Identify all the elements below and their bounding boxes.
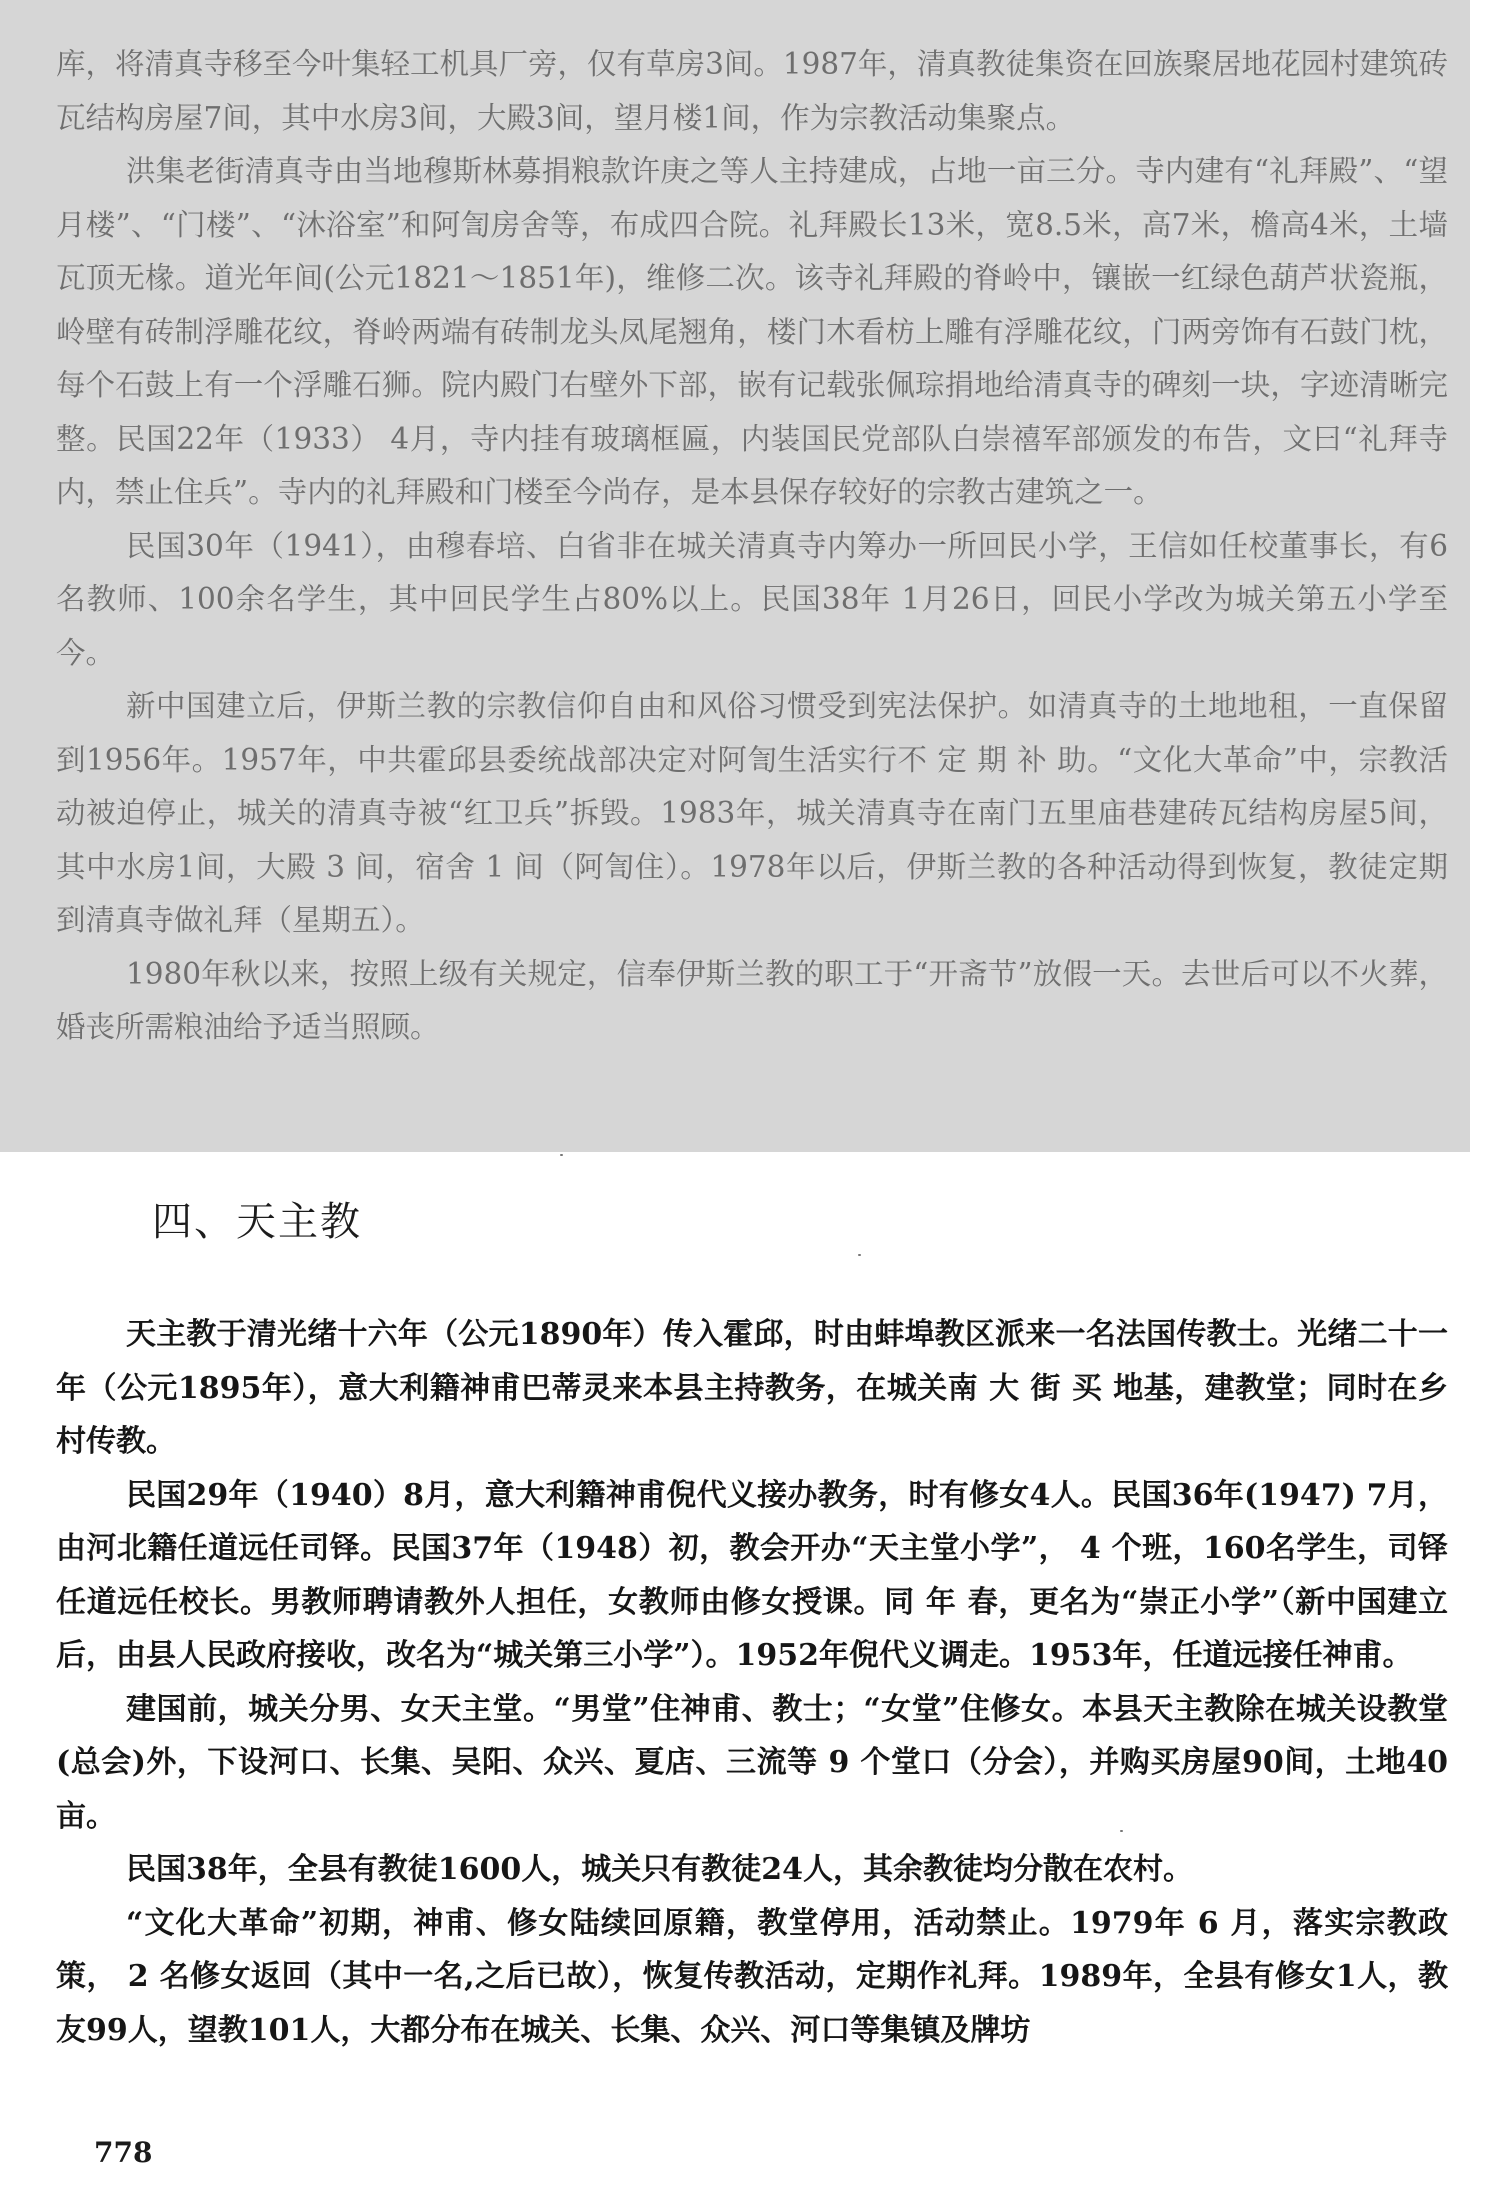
paragraph: 洪集老街清真寺由当地穆斯林募捐粮款许庚之等人主持建成，占地一亩三分。寺内建有“礼拜殿”、“望月楼”、“门楼”、“沐浴室”和阿訇房舍等，布成四合院。礼拜殿长13米，宽8.5米，高7米，檐高4米，土墙瓦顶无椽。道光年间(公元1821～1851年)，维修二次。该寺礼拜殿的脊岭中，镶嵌一红绿色葫芦状瓷瓶，岭壁有砖制浮雕花纹，脊岭两端有砖制龙头凤尾翘角，楼门木看枋上雕有浮雕花纹，门两旁饰有石鼓门枕，每个石鼓上有一个浮雕石狮。院内殿门右壁外下部，嵌有记载张佩琮捐地给清真寺的碑刻一块，字迹清晰完整。民国22年（1933） 4月，寺内挂有玻璃框匾，内装国民党部队白崇禧军部颁发的布告，文曰“礼拜寺内，禁止住兵”。寺内的礼拜殿和门楼至今尚存，是本县保存较好的宗教古建筑之一。 (56, 154, 1448, 509)
page-number: 778 (94, 2136, 153, 2169)
paragraph: 民国29年（1940）8月，意大利籍神甫倪代义接办教务，时有修女4人。民国36年(1947) 7月，由河北籍任道远任司铎。民国37年（1948）初，教会开办“天主堂小学”， 4 个班，160名学生，司铎任道远任校长。男教师聘请教外人担任，女教师由修女授课。同 年 春，更名为“崇正小学”（新中国建立后，由县人民政府接收，改名为“城关第三小学”）。1952年倪代义调走。1953年，任道远接任神甫。 (56, 1477, 1448, 1673)
paragraph: 民国38年，全县有教徒1600人，城关只有教徒24人，其余教徒均分散在农村。 (126, 1852, 1193, 1887)
paragraph: 1980年秋以来，按照上级有关规定，信奉伊斯兰教的职工于“开斋节”放假一天。去世后可以不火葬，婚丧所需粮油给予适当照顾。 (56, 956, 1448, 1044)
scan-speck (858, 1254, 861, 1256)
paragraph: 库，将清真寺移至今叶集轻工机具厂旁，仅有草房3间。1987年，清真教徒集资在回族聚居地花园村建筑砖瓦结构房屋7间，其中水房3间，大殿3间，望月楼1间，作为宗教活动集聚点。 (56, 47, 1448, 135)
section-heading: 四、天主教 (152, 1199, 362, 1245)
paragraph: 天主教于清光绪十六年（公元1890年）传入霍邱，时由蚌埠教区派来一名法国传教士。光绪二十一年（公元1895年），意大利籍神甫巴蒂灵来本县主持教务，在城关南 大 街 买 地基，建教堂；同时在乡村传教。 (56, 1317, 1448, 1459)
paragraph: “文化大革命”初期，神甫、修女陆续回原籍，教堂停用，活动禁止。1979年 6 月，落实宗教政策， 2 名修女返回（其中一名,之后已故），恢复传教活动，定期作礼拜。1989年，全县有修女1人，教友99人，望教101人，大都分布在城关、长集、众兴、河口等集镇及牌坊 (56, 1905, 1448, 2048)
scan-speck (560, 1154, 563, 1156)
paragraph: 新中国建立后，伊斯兰教的宗教信仰自由和风俗习惯受到宪法保护。如清真寺的土地地租，一直保留到1956年。1957年，中共霍邱县委统战部决定对阿訇生活实行不 定 期 补 助。“文化大革命”中，宗教活动被迫停止，城关的清真寺被“红卫兵”拆毁。1983年，城关清真寺在南门五里庙巷建砖瓦结构房屋5间，其中水房1间，大殿 3 间，宿舍 1 间（阿訇住）。1978年以后，伊斯兰教的各种活动得到恢复，教徒定期到清真寺做礼拜（星期五）。 (56, 689, 1448, 937)
previous-section-text (56, 38, 1448, 1055)
section-body (56, 1308, 1448, 2057)
paragraph: 民国30年（1941），由穆春培、白省非在城关清真寺内筹办一所回民小学，王信如任校董事长，有6名教师、100余名学生，其中回民学生占80%以上。民国38年 1月26日，回民小学改为城关第五小学至今。 (56, 528, 1448, 670)
paragraph: 建国前，城关分男、女天主堂。“男堂”住神甫、教士；“女堂”住修女。本县天主教除在城关设教堂(总会)外，下设河口、长集、吴阳、众兴、夏店、三流等 9 个堂口（分会），并购买房屋90间，土地40亩。 (56, 1691, 1448, 1834)
